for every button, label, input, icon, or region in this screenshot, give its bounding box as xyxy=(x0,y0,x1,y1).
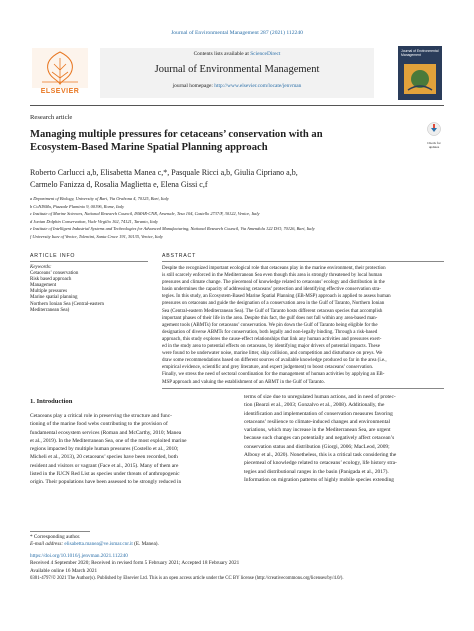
doi-link[interactable]: https://doi.org/10.1016/j.jenvman.2021.112240 xyxy=(30,553,128,559)
keyword-item: Management xyxy=(30,283,57,289)
keyword-item: Northern Ionian Sea (Central-eastern xyxy=(30,301,104,307)
email-link[interactable]: elisabetta.manea@ve.ismar.cnr.it xyxy=(64,541,133,548)
homepage-line: journal homepage: http://www.elsevier.com/locate/jenvman xyxy=(172,83,302,89)
cover-title: Journal of Environmental Management xyxy=(401,49,439,57)
keyword-item: Cetaceans’ conservation xyxy=(30,271,79,277)
footnotes xyxy=(30,534,444,549)
cover-image xyxy=(404,64,436,94)
journal-title: Journal of Environmental Management xyxy=(154,64,320,75)
abstract-body: Despite the recognized important ecological role that cetaceans play in the marine environment, their protection is still scarcely enforced in the Mediterranean Sea even though this area is strongly threatened by local human pressures and climate change. The piecemeal of knowledge related to cetaceans’ ecology and distribution in the basin undermines the capacity of addressing cetaceans’ protection and identifying effective conservation stra- tegies. In this study, an Ecosystem-Based Marine Spatial Planning (EB-MSP) approach is applied to assess human pressures on cetaceans and guide the designation of a conservation area in the Gulf of Taranto, Northern Ionian Sea (Central-eastern Mediterranean Sea). The Gulf of Taranto hosts different cetacean species that accomplish important phases of their life in the area. Despite this fact, the gulf does not fall within any area-based man- agement tools (ABMTs) for cetaceans’ conservation. We pin down the Gulf of Taranto being eligible for the designation of diverse ABMTs for conservation, both legally and non-legally binding. Through a risk-based approach, this study explores the cause-effect relationships that link any human activities and pressures exert- ed in the study area to potential effects on cetaceans, by identifying major drivers of potential impacts. These were found to be underwater noise, marine litter, ship collision, and competition and disturbance on preys. We draw some recommendations based on different sources of available knowledge produced so far in the area (i.e., empirical evidence, scientific and grey literature, and expert judgement) to boost cetaceans’ conservation. Finally, we stress the need of sectoral coordination for the management of human activities by applying an EB- MSP approach and valuing the establishment of an ABMT in the Gulf of Taranto. xyxy=(162,266,391,385)
affiliation-a: a Department of Biology, University of Bari, Via Orabona 4, 70125, Bari, Italy xyxy=(30,196,169,201)
affiliation-c: c Institute of Marine Sciences, National Research Council, ISMAR-CNR, Arsenale, Tesa 104, Castello 2737/F, 30122, Venice, Italy xyxy=(30,211,260,216)
keyword-item: Risk based approach xyxy=(30,277,72,283)
author-list: Roberto Carlucci a,b, Elisabetta Manea c,*, Pasquale Ricci a,b, Giulia Cipriano a,b, Carmelo Fanizza d, Rosalia Maglietta e, Elena Gissi c,f xyxy=(30,168,298,189)
abstract-heading: ABSTRACT xyxy=(162,253,197,259)
affiliation-f: f University Iuav of Venice, Tolentini, Santa Croce 191, 30135, Venice, Italy xyxy=(30,233,163,239)
article-title: Managing multiple pressures for cetaceans’ conservation with an Ecosystem-Based Marine Spatial Planning approach xyxy=(30,129,323,153)
email-note: E-mail address: elisabetta.manea@ve.ismar.cnr.it (E. Manea). xyxy=(30,541,159,548)
keyword-item: Mediterranean Sea) xyxy=(30,307,70,313)
intro-left-column: Cetaceans play a critical role in preserving the structure and func- tioning of the marine food webs contributing to the provision of fundamental ecosystem services (Roman and McCarthy, 2010; Manea et al., 2019). In the Mediterranean Sea, one of the most exploited marine regions impacted by multiple human pressures (Costello et al., 2010; Micheli et al., 2013), 20 cetaceans’ species have been recorded, both resident and visitors or vagrant (Face et al., 2015). Many of them are listed in the IUCN Red List as species under threats of anthropogenic origin. Their populations have been assessed to be strongly reduced in xyxy=(30,413,187,486)
updates-icon xyxy=(427,122,441,136)
affiliation-d: d Jonian Dolphin Conservation, Viale Virgilio 102, 74121, Taranto, Italy xyxy=(30,218,158,224)
keywords-block xyxy=(30,265,150,314)
check-updates-badge[interactable]: Check for updates xyxy=(424,122,444,149)
journal-title-block xyxy=(100,48,374,98)
sciencedirect-link[interactable]: ScienceDirect xyxy=(250,51,281,57)
homepage-link[interactable]: http://www.elsevier.com/locate/jenvman xyxy=(214,83,302,89)
affiliations xyxy=(30,195,444,240)
intro-right-column: terms of size due to unregulated human actions, and in need of protec- tion (Bearzi et al., 2003; Gonzalvo et al., 2008). Additionally, the identification and implementation of conservation measures favoring cetaceans’ resilience to climate-induced changes and environmental variations, which may increase in the Mediterranean Sea, are urgent because such changes can potentially and negatively affect cetacean’s conservation status and distribution (Giorgi, 2006; MacLeod, 2009; Albouy et al., 2020). Nonetheless, this is a critical task considering the piecemeal of knowledge related to cetaceans’ ecology, life history stra- tegies and distributional ranges in the basin (Panigada et al., 2017). Information on migration patterns of highly mobile species extending xyxy=(244,394,397,483)
keyword-item: Multiple pressures xyxy=(30,289,68,295)
journal-banner xyxy=(30,46,444,104)
publication-info xyxy=(30,553,444,582)
keyword-item: Marine spatial planning xyxy=(30,295,78,301)
keywords-label: Keywords: xyxy=(30,265,52,270)
license-line: 0301-4797/© 2021 The Author(s). Published by Elsevier Ltd. This is an open access article under the CC BY license (http://creativecommons.org/licenses/by/4.0/). xyxy=(30,575,344,581)
journal-header: Journal of Environmental Management 287 (2021) 112240 xyxy=(171,30,303,36)
corresponding-author-note: * Corresponding author. xyxy=(30,534,81,540)
contents-line: Contents lists available at ScienceDirect xyxy=(193,51,281,57)
affiliation-b: b CoNISMa, Piazzale Flaminio 9, 00196, Rome, Italy xyxy=(30,203,125,209)
received-dates: Received 4 September 2020; Received in revised form 5 February 2021; Accepted 18 February 2021 xyxy=(30,560,240,567)
publisher-name: ELSEVIER xyxy=(40,88,80,95)
intro-heading: 1. Introduction xyxy=(30,398,73,405)
affiliation-e: e Institute of Intelligent Industrial Systems and Technologies for Advanced Manufacturing, National Research Council, Via Amendola 122 D/O, 70126, Bari, Italy xyxy=(30,226,315,231)
article-info-heading: ARTICLE INFO xyxy=(30,253,76,259)
article-type: Research article xyxy=(30,114,73,121)
available-online: Available online 16 March 2021 xyxy=(30,567,98,574)
journal-cover xyxy=(398,46,442,100)
elsevier-logo xyxy=(32,48,88,96)
